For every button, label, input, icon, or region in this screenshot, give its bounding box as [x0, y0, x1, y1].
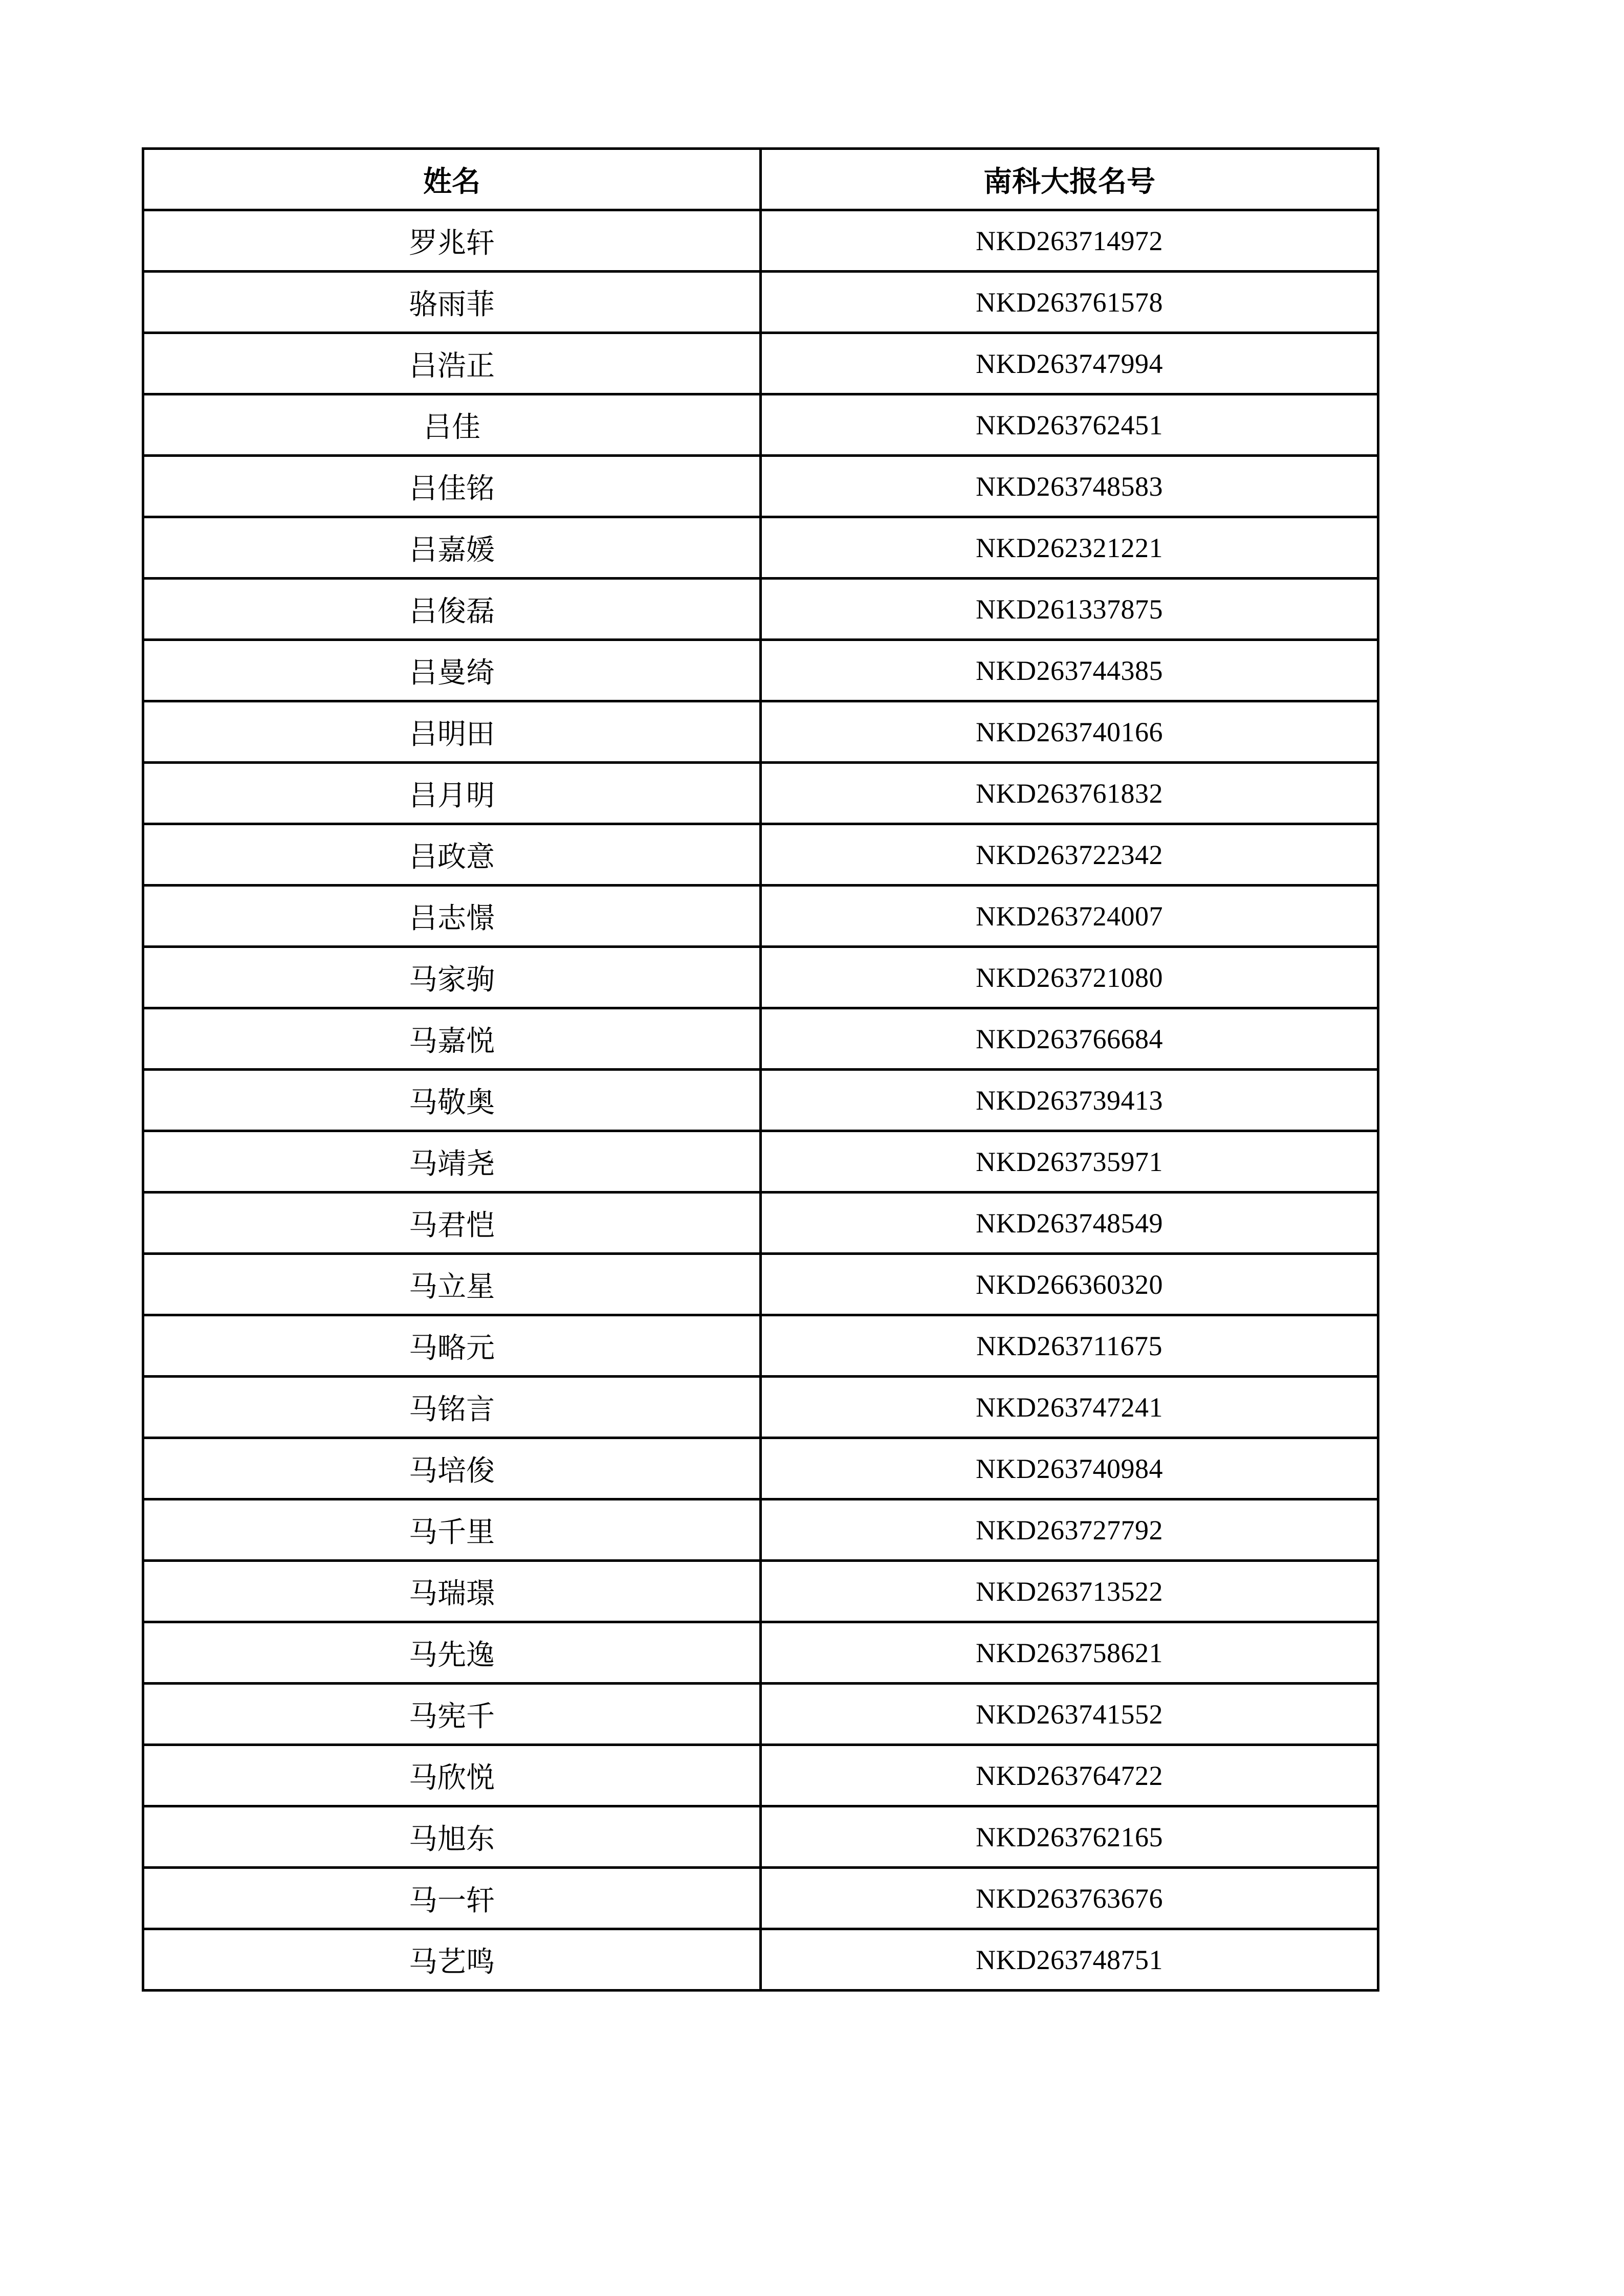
cell-registration-number: NKD263740166 — [761, 701, 1378, 763]
cell-name: 马家驹 — [143, 947, 761, 1008]
cell-name: 吕嘉媛 — [143, 517, 761, 579]
cell-registration-number: NKD263747241 — [761, 1377, 1378, 1438]
cell-name: 马宪千 — [143, 1684, 761, 1745]
cell-registration-number: NKD263764722 — [761, 1745, 1378, 1806]
cell-name: 马艺鸣 — [143, 1929, 761, 1991]
cell-name: 马君恺 — [143, 1193, 761, 1254]
cell-registration-number: NKD263761578 — [761, 272, 1378, 333]
table-row — [143, 1193, 1378, 1254]
cell-registration-number: NKD263747994 — [761, 333, 1378, 394]
cell-registration-number: NKD263744385 — [761, 640, 1378, 701]
table-row — [143, 1929, 1378, 1991]
column-header-name: 姓名 — [143, 149, 761, 210]
table-row — [143, 1499, 1378, 1561]
cell-registration-number: NKD263711675 — [761, 1315, 1378, 1377]
table-row — [143, 1684, 1378, 1745]
cell-registration-number: NKD262321221 — [761, 517, 1378, 579]
cell-name: 马千里 — [143, 1499, 761, 1561]
roster-table — [142, 147, 1379, 1992]
table-row — [143, 1868, 1378, 1929]
cell-name: 吕浩正 — [143, 333, 761, 394]
table-row — [143, 640, 1378, 701]
cell-name: 吕俊磊 — [143, 579, 761, 640]
table-row — [143, 1377, 1378, 1438]
table-row — [143, 947, 1378, 1008]
cell-name: 马欣悦 — [143, 1745, 761, 1806]
table-row — [143, 517, 1378, 579]
table-header-row — [143, 149, 1378, 210]
cell-registration-number: NKD263714972 — [761, 210, 1378, 272]
table-row — [143, 272, 1378, 333]
cell-registration-number: NKD263761832 — [761, 763, 1378, 824]
table-row — [143, 824, 1378, 886]
cell-registration-number: NKD263762451 — [761, 394, 1378, 456]
table-row — [143, 1745, 1378, 1806]
cell-registration-number: NKD263727792 — [761, 1499, 1378, 1561]
table-row — [143, 1622, 1378, 1684]
cell-registration-number: NKD263748549 — [761, 1193, 1378, 1254]
cell-name: 吕政意 — [143, 824, 761, 886]
cell-registration-number: NKD266360320 — [761, 1254, 1378, 1315]
table-row — [143, 1561, 1378, 1622]
table-row — [143, 210, 1378, 272]
cell-name: 罗兆轩 — [143, 210, 761, 272]
column-header-registration-number: 南科大报名号 — [761, 149, 1378, 210]
cell-name: 马嘉悦 — [143, 1008, 761, 1070]
table-row — [143, 1438, 1378, 1499]
cell-name: 马旭东 — [143, 1806, 761, 1868]
cell-registration-number: NKD263740984 — [761, 1438, 1378, 1499]
cell-registration-number: NKD263739413 — [761, 1070, 1378, 1131]
cell-registration-number: NKD263748583 — [761, 456, 1378, 517]
cell-name: 马靖尧 — [143, 1131, 761, 1193]
cell-registration-number: NKD263713522 — [761, 1561, 1378, 1622]
table-row — [143, 1806, 1378, 1868]
cell-name: 骆雨菲 — [143, 272, 761, 333]
table-row — [143, 1008, 1378, 1070]
table-row — [143, 579, 1378, 640]
cell-registration-number: NKD261337875 — [761, 579, 1378, 640]
cell-registration-number: NKD263758621 — [761, 1622, 1378, 1684]
table-row — [143, 394, 1378, 456]
table-row — [143, 886, 1378, 947]
table-row — [143, 1315, 1378, 1377]
table-row — [143, 701, 1378, 763]
cell-name: 吕明田 — [143, 701, 761, 763]
cell-registration-number: NKD263766684 — [761, 1008, 1378, 1070]
cell-registration-number: NKD263724007 — [761, 886, 1378, 947]
cell-registration-number: NKD263748751 — [761, 1929, 1378, 1991]
cell-registration-number: NKD263762165 — [761, 1806, 1378, 1868]
cell-name: 马一轩 — [143, 1868, 761, 1929]
cell-registration-number: NKD263735971 — [761, 1131, 1378, 1193]
table-row — [143, 1254, 1378, 1315]
cell-name: 吕志憬 — [143, 886, 761, 947]
cell-name: 吕佳铭 — [143, 456, 761, 517]
table-row — [143, 333, 1378, 394]
cell-name: 马敬奥 — [143, 1070, 761, 1131]
cell-name: 吕佳 — [143, 394, 761, 456]
table-row — [143, 763, 1378, 824]
cell-name: 马略元 — [143, 1315, 761, 1377]
cell-registration-number: NKD263722342 — [761, 824, 1378, 886]
cell-registration-number: NKD263721080 — [761, 947, 1378, 1008]
table-row — [143, 1070, 1378, 1131]
cell-name: 马先逸 — [143, 1622, 761, 1684]
cell-name: 马瑞璟 — [143, 1561, 761, 1622]
cell-name: 马培俊 — [143, 1438, 761, 1499]
table-row — [143, 456, 1378, 517]
table-body — [143, 210, 1378, 1991]
cell-name: 马铭言 — [143, 1377, 761, 1438]
cell-registration-number: NKD263763676 — [761, 1868, 1378, 1929]
table-row — [143, 1131, 1378, 1193]
cell-name: 吕曼绮 — [143, 640, 761, 701]
cell-name: 马立星 — [143, 1254, 761, 1315]
cell-name: 吕月明 — [143, 763, 761, 824]
cell-registration-number: NKD263741552 — [761, 1684, 1378, 1745]
